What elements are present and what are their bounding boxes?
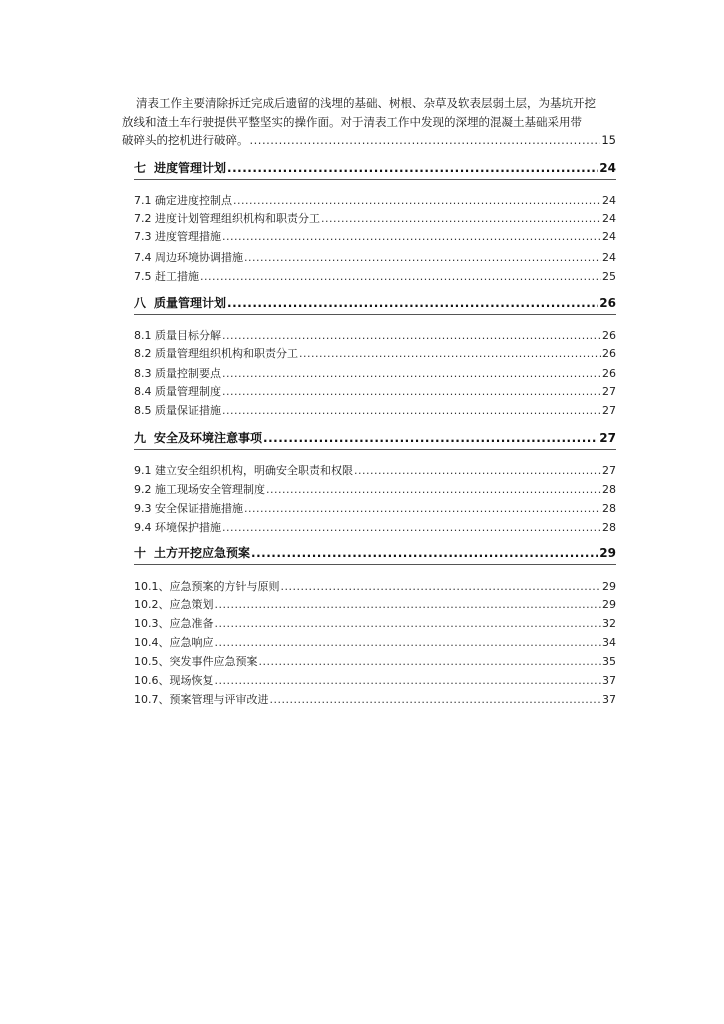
dot-leader (263, 428, 598, 448)
dot-leader (244, 501, 601, 517)
page-number: 35 (602, 655, 616, 668)
toc-section-10-6[interactable] (134, 673, 616, 689)
intro-paragraph (122, 94, 616, 131)
toc-section-9-4[interactable] (134, 520, 616, 536)
chapter-title: 土方开挖应急预案 (154, 546, 251, 560)
section-label: 10.7、预案管理与评审改进 (134, 693, 269, 706)
page-number: 26 (602, 329, 616, 342)
section-label: 10.1、应急预案的方针与原则 (134, 580, 280, 593)
page-number: 26 (602, 347, 616, 360)
toc-section-8-3[interactable] (134, 366, 616, 382)
section-label: 9.3 安全保证措施措施 (134, 502, 243, 515)
toc-chapter-8[interactable] (134, 293, 616, 313)
toc-section-10-2[interactable] (134, 597, 616, 613)
toc-section-10-1[interactable] (134, 579, 616, 595)
page-number: 24 (602, 230, 616, 243)
chapter-underline (134, 179, 616, 180)
toc-section-10-7[interactable] (134, 692, 616, 708)
toc-section-10-5[interactable] (134, 654, 616, 670)
dot-leader (259, 654, 602, 670)
page-number: 29 (602, 598, 616, 611)
section-label: 8.3 质量控制要点 (134, 367, 221, 380)
section-label: 8.2 质量管理组织机构和职责分工 (134, 347, 298, 360)
dot-leader (222, 520, 601, 536)
page-number: 27 (602, 385, 616, 398)
toc-chapter-10[interactable] (134, 543, 616, 563)
page-number: 29 (599, 546, 616, 560)
intro-line-3: 破碎头的挖机进行破碎。 (122, 133, 249, 147)
toc-section-8-4[interactable] (134, 384, 616, 400)
page-number: 26 (599, 296, 616, 310)
page-number: 26 (602, 367, 616, 380)
page-number: 25 (602, 270, 616, 283)
dot-leader (244, 250, 601, 266)
chapter-number: 七 (134, 161, 147, 175)
dot-leader (222, 328, 601, 344)
page-number: 29 (602, 580, 616, 593)
dot-leader (299, 346, 601, 362)
section-label: 10.3、应急准备 (134, 617, 214, 630)
section-label: 10.6、现场恢复 (134, 674, 214, 687)
section-label: 10.2、应急策划 (134, 598, 214, 611)
dot-leader (250, 131, 601, 149)
page-number: 28 (602, 502, 616, 515)
toc-chapter-9[interactable] (134, 428, 616, 448)
toc-section-10-3[interactable] (134, 616, 616, 632)
page-number: 28 (602, 483, 616, 496)
section-label: 7.3 进度管理措施 (134, 230, 221, 243)
section-label: 7.2 进度计划管理组织机构和职责分工 (134, 212, 320, 225)
toc-section-8-5[interactable] (134, 403, 616, 419)
toc-section-8-1[interactable] (134, 328, 616, 344)
section-label: 7.5 赶工措施 (134, 270, 199, 283)
page-number: 37 (602, 693, 616, 706)
section-label: 9.2 施工现场安全管理制度 (134, 483, 265, 496)
page-number: 24 (602, 251, 616, 264)
page-number: 34 (602, 636, 616, 649)
dot-leader (227, 158, 598, 178)
intro-line-2: 放线和渣土车行驶提供平整坚实的操作面。对于清表工作中发现的深埋的混凝土基础采用带 (122, 114, 582, 129)
chapter-title: 进度管理计划 (154, 161, 227, 175)
intro-last-line[interactable] (122, 131, 616, 149)
chapter-underline (134, 314, 616, 315)
toc-chapter-7[interactable] (134, 158, 616, 178)
chapter-number: 八 (134, 296, 147, 310)
section-label: 8.1 质量目标分解 (134, 329, 221, 342)
page-number: 27 (602, 404, 616, 417)
dot-leader (222, 403, 601, 419)
section-label: 8.4 质量管理制度 (134, 385, 221, 398)
dot-leader (233, 193, 601, 209)
dot-leader (227, 293, 598, 313)
dot-leader (354, 463, 601, 479)
page-number: 37 (602, 674, 616, 687)
page-number: 32 (602, 617, 616, 630)
dot-leader (215, 616, 602, 632)
chapter-number: 九 (134, 431, 147, 445)
chapter-underline (134, 564, 616, 565)
dot-leader (270, 692, 602, 708)
section-label: 8.5 质量保证措施 (134, 404, 221, 417)
toc-section-7-2[interactable] (134, 211, 616, 227)
dot-leader (222, 229, 601, 245)
toc-section-8-2[interactable] (134, 346, 616, 362)
page-number: 28 (602, 521, 616, 534)
section-label: 9.1 建立安全组织机构，明确安全职责和权限 (134, 464, 353, 477)
dot-leader (321, 211, 601, 227)
dot-leader (200, 269, 601, 285)
dot-leader (251, 543, 598, 563)
dot-leader (215, 635, 602, 651)
chapter-title: 安全及环境注意事项 (154, 431, 263, 445)
toc-section-9-1[interactable] (134, 463, 616, 479)
toc-section-7-5[interactable] (134, 269, 616, 285)
page-number: 24 (602, 194, 616, 207)
section-label: 10.4、应急响应 (134, 636, 214, 649)
chapter-underline (134, 449, 616, 450)
section-label: 7.4 周边环境协调措施 (134, 251, 243, 264)
page-number: 27 (599, 431, 616, 445)
toc-section-7-1[interactable] (134, 193, 616, 209)
page-number: 24 (599, 161, 616, 175)
toc-section-7-4[interactable] (134, 250, 616, 266)
dot-leader (215, 597, 602, 613)
toc-section-7-3[interactable] (134, 229, 616, 245)
toc-section-9-3[interactable] (134, 501, 616, 517)
dot-leader (222, 366, 601, 382)
intro-line-1: 清表工作主要清除拆迁完成后遗留的浅埋的基础、树根、杂草及软表层弱土层，为基坑开挖 (136, 96, 596, 110)
page-number: 15 (601, 133, 616, 147)
toc-section-9-2[interactable] (134, 482, 616, 498)
dot-leader (266, 482, 601, 498)
dot-leader (222, 384, 601, 400)
chapter-title: 质量管理计划 (154, 296, 227, 310)
chapter-number: 十 (134, 546, 147, 560)
dot-leader (281, 579, 602, 595)
page-number: 24 (602, 212, 616, 225)
dot-leader (215, 673, 602, 689)
section-label: 7.1 确定进度控制点 (134, 194, 232, 207)
section-label: 9.4 环境保护措施 (134, 521, 221, 534)
page-number: 27 (602, 464, 616, 477)
toc-section-10-4[interactable] (134, 635, 616, 651)
section-label: 10.5、突发事件应急预案 (134, 655, 258, 668)
